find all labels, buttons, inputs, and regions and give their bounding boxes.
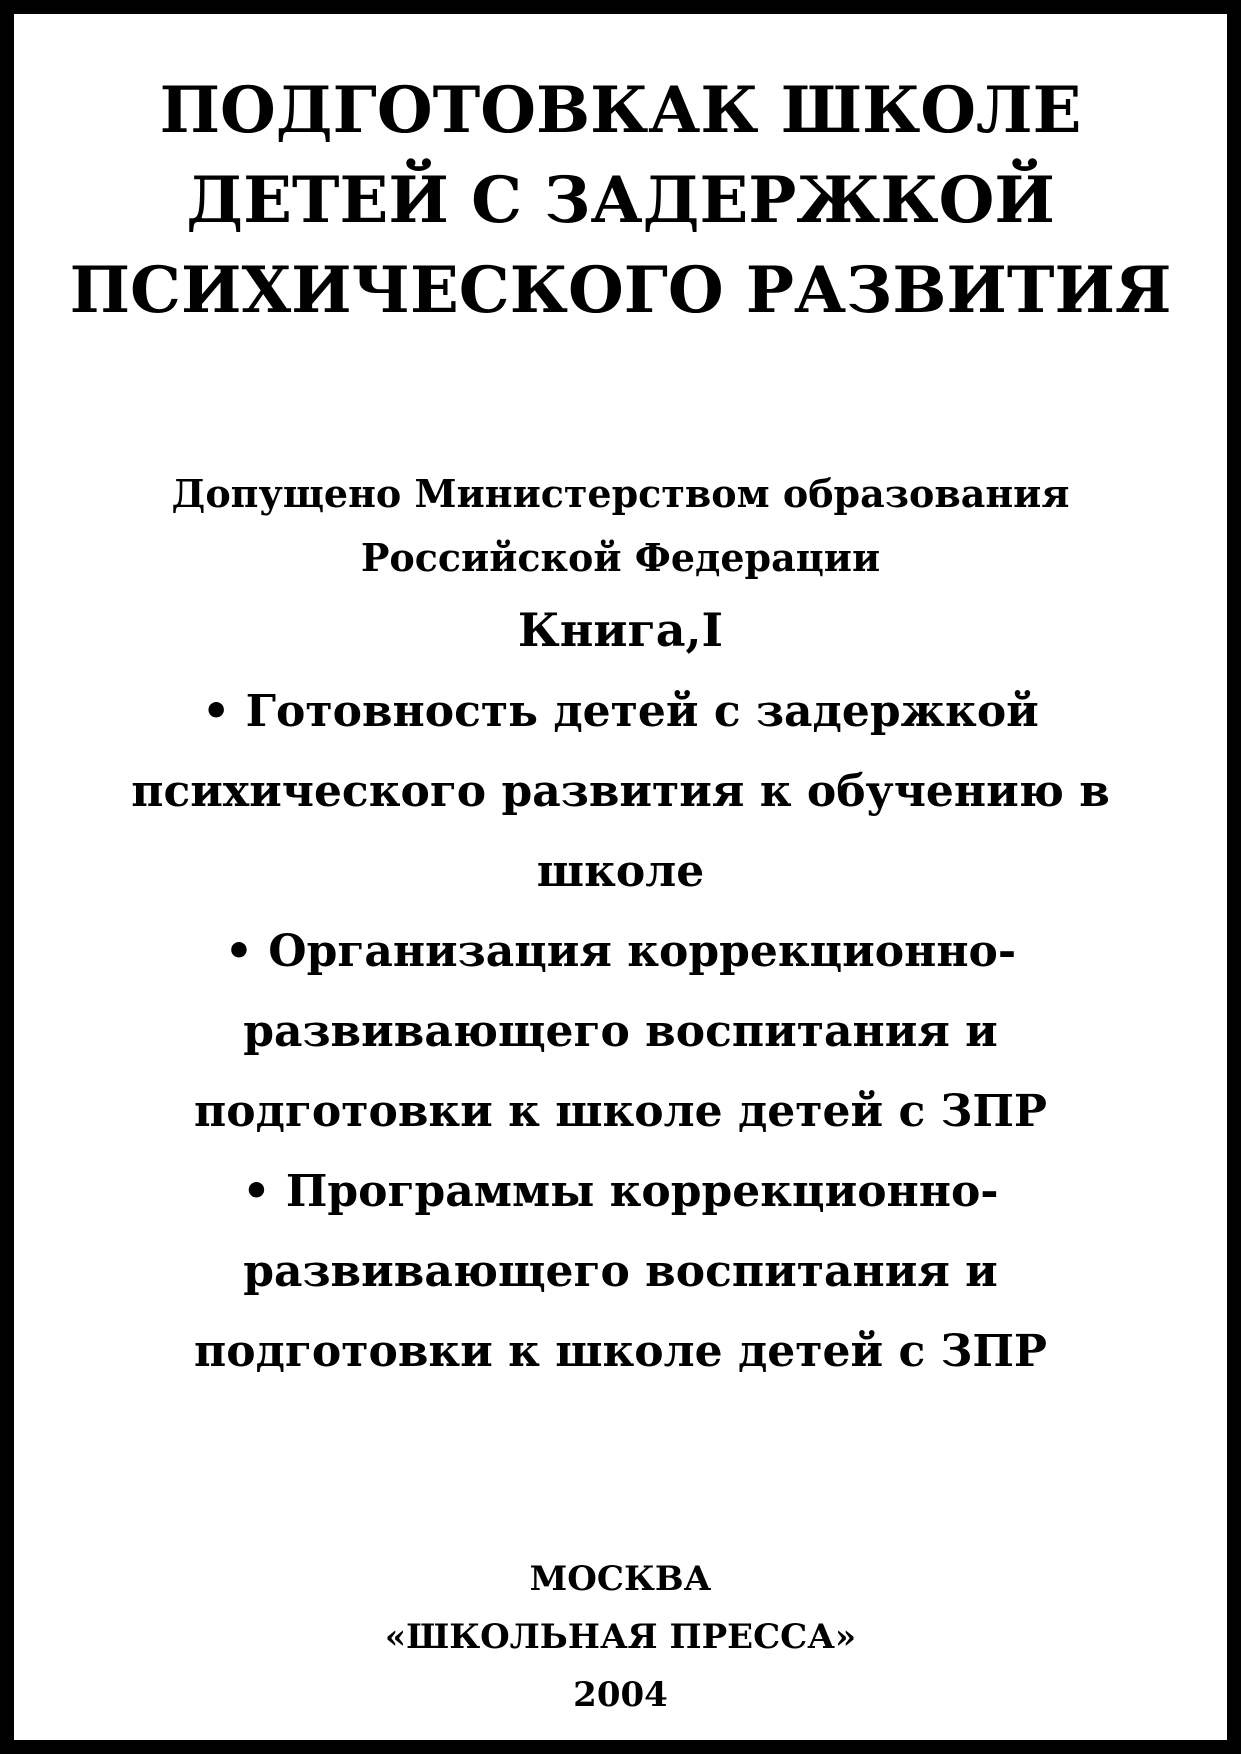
approval-line: Российской Федерации	[360, 535, 881, 580]
title-line: ДЕТЕЙ С ЗАДЕРЖКОЙ	[186, 163, 1055, 238]
contents-line: подготовки к школе детей с ЗПР	[194, 1326, 1047, 1377]
imprint-city: МОСКВА	[529, 1559, 712, 1599]
contents-line: школе	[536, 846, 705, 897]
approval-line: Допущено Министерством образования	[171, 471, 1070, 516]
title-line: ПСИХИЧЕСКОГО РАЗВИТИЯ	[69, 253, 1172, 328]
publisher-imprint	[14, 1550, 1227, 1724]
contents-line: • Программы коррекционно-	[242, 1166, 999, 1217]
book-number: Книга,I	[517, 603, 724, 657]
contents-line: развивающего воспитания и	[243, 1246, 998, 1297]
imprint-publisher: «ШКОЛЬНАЯ ПРЕССА»	[384, 1617, 857, 1657]
contents-line: • Организация коррекционно-	[224, 926, 1017, 977]
book-title	[14, 66, 1227, 336]
ministry-approval	[14, 462, 1227, 590]
title-line: ПОДГОТОВКАК ШКОЛЕ	[159, 73, 1082, 148]
imprint-year: 2004	[573, 1675, 668, 1715]
contents-list	[74, 672, 1167, 1392]
contents-line: подготовки к школе детей с ЗПР	[194, 1086, 1047, 1137]
contents-line: развивающего воспитания и	[243, 1006, 998, 1057]
contents-line: психического развития к обучению в	[131, 766, 1110, 817]
contents-line: • Готовность детей с задержкой	[202, 686, 1039, 737]
